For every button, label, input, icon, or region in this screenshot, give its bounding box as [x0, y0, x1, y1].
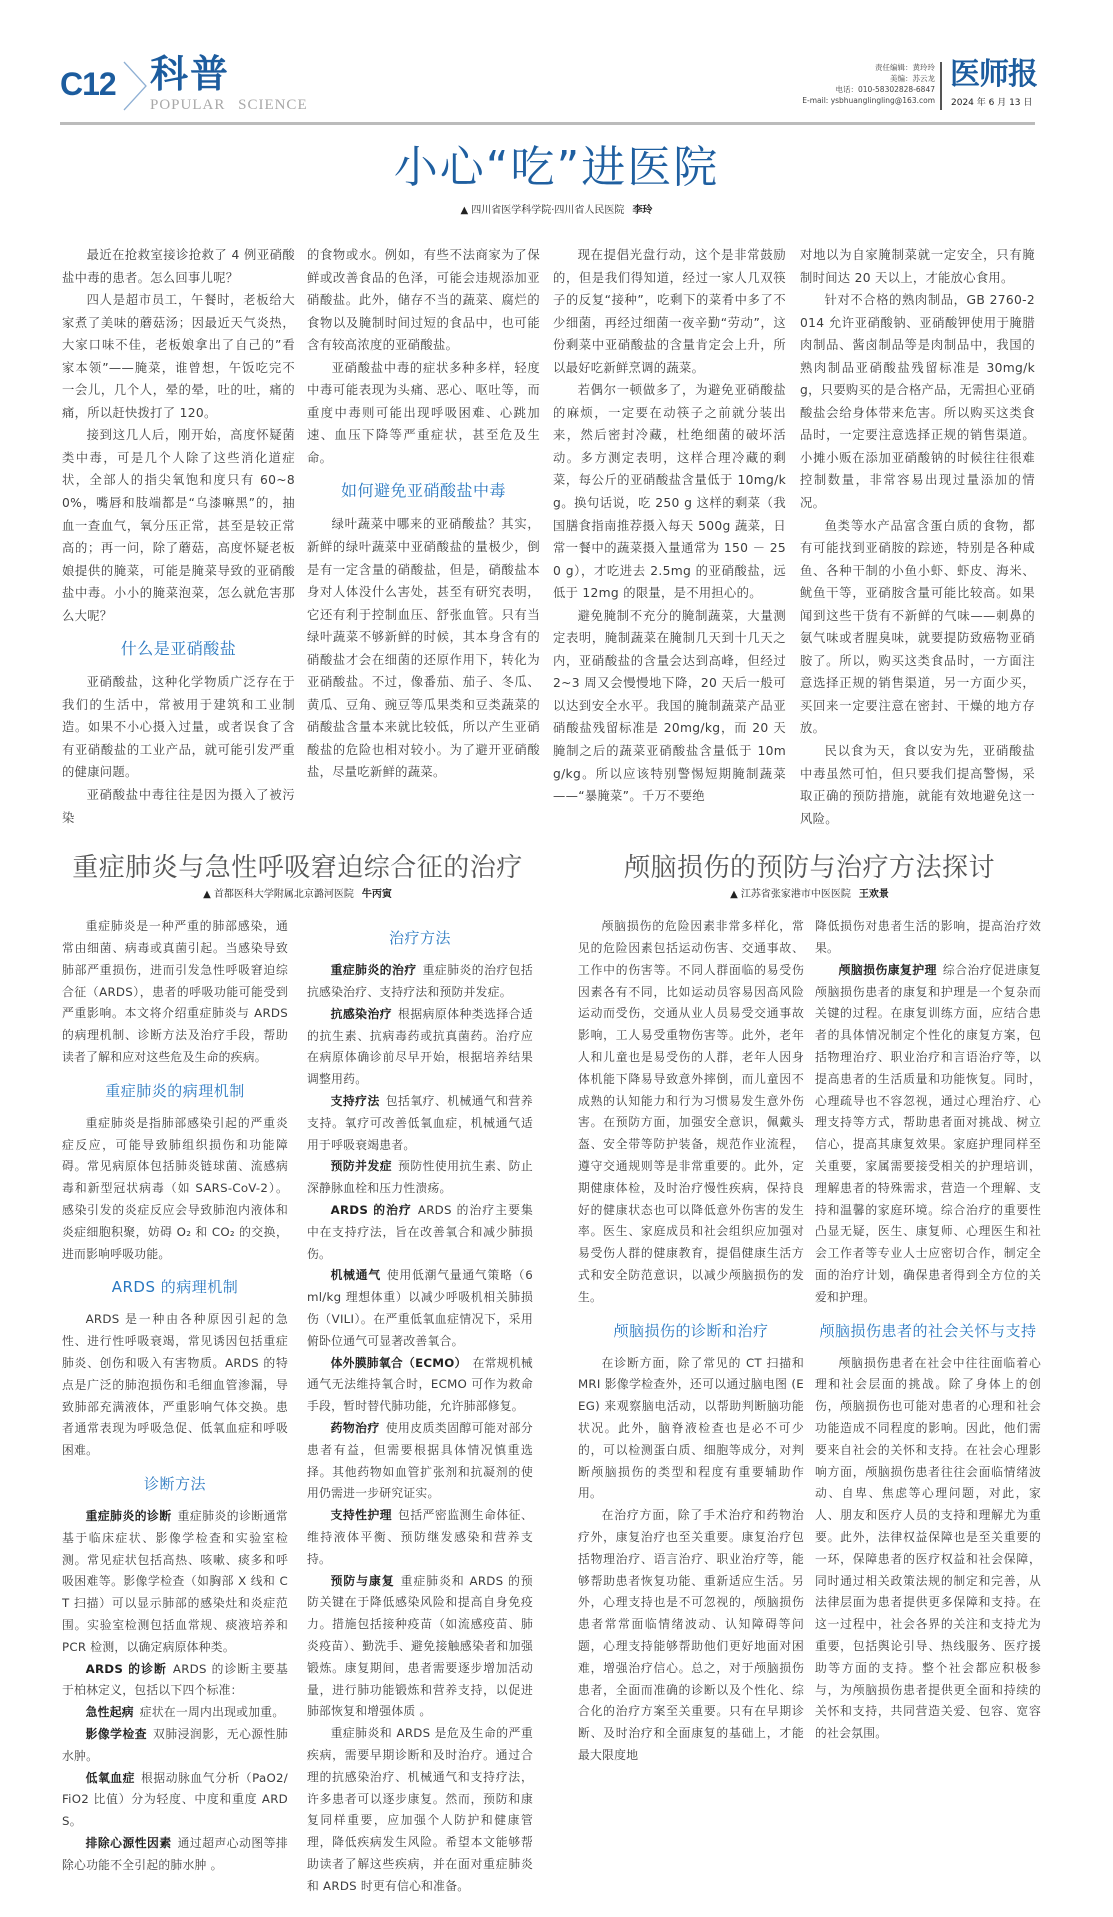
article-column	[62, 244, 295, 829]
paragraph	[307, 960, 533, 1004]
paragraph	[307, 1156, 533, 1200]
subheading: 颅脑损伤的诊断和治疗	[613, 1321, 769, 1340]
byline-org: 首都医科大学附属北京潞河医院	[213, 889, 354, 901]
paragraph-text: 绿叶蔬菜中哪来的亚硝酸盐？其实，新鲜的绿叶蔬菜中亚硝酸盐的量极少，倒是有一定含量的硝酸盐，但是，硝酸盐本身对人体没什么害处，甚至有研究表明，它还有利于控制血压、舒张血管。只有当绿叶蔬菜不够新鲜的时候，其本身含有的硝酸盐才会在细菌的还原作用下，转化为亚硝酸盐。不过，像番茄、茄子、冬瓜、黄瓜、豆角、豌豆等瓜果类和豆类蔬菜的硝酸盐含量本来就比较低，所以产生亚硝酸盐的危险也相对较小。为了避开亚硝酸盐，尽量吃新鲜的蔬菜。	[307, 517, 540, 780]
pneumonia-header	[62, 852, 533, 902]
subheading: 颅脑损伤患者的社会关怀与支持	[819, 1321, 1037, 1340]
paragraph-text: 预防性使用抗生素、防止深静脉血栓和压力性溃疡。	[307, 1159, 533, 1196]
paragraph	[62, 1659, 288, 1703]
designer-line: 美编：苏云龙	[890, 74, 935, 83]
paragraph	[307, 1004, 533, 1091]
paragraph-text: 使用低潮气量通气策略（6 ml/kg 理想体重）以减少呼吸机相关肺损伤（VILI）。在严重低氧血症情况下，采用俯卧位通气可显著改善氧合。	[307, 1268, 533, 1348]
paragraph-lead: 药物治疗	[330, 1420, 380, 1435]
paragraph	[62, 671, 295, 784]
paragraph	[800, 740, 1035, 830]
triangle-icon: ▲	[203, 889, 211, 901]
subheading: 如何避免亚硝酸盐中毒	[340, 481, 506, 501]
paragraph	[307, 1265, 533, 1352]
paragraph-lead: 急性起病	[85, 1705, 134, 1720]
subheading: 什么是亚硝酸盐	[120, 639, 237, 659]
paragraph-text: ARDS 的诊断主要基于柏林定义，包括以下四个标准：	[62, 1661, 288, 1698]
paragraph	[62, 424, 295, 627]
subheading: 重症肺炎的病理机制	[105, 1081, 245, 1100]
page-number: C12	[60, 66, 116, 102]
paragraph	[62, 1702, 288, 1724]
paragraph-lead: 排除心源性因素	[85, 1835, 172, 1850]
paragraph	[307, 1571, 533, 1724]
paragraph-text: 避免腌制不充分的腌制蔬菜，大量测定表明，腌制蔬菜在腌制几天到十几天之内，亚硝酸盐的含量会达到高峰，但经过 2~3 周又会慢慢地下降，20 天后一般可以达到安全水平。我国的腌制蔬菜产品亚硝酸盐残留标准是 20mg/kg，而 20 天腌制之后的蔬菜亚硝酸盐含量低于 10mg/kg。所以应该特别警惕短期腌制蔬菜——“暴腌菜”。千万不要绝	[553, 608, 786, 804]
byline-nitrite	[0, 204, 1113, 218]
paragraph-text: 重症肺炎和 ARDS 是危及生命的严重疾病，需要早期诊断和及时治疗。通过合理的抗感染治疗、机械通气和支持疗法，许多患者可以逐步康复。然而，预防和康复同样重要，应加强个人防护和健康管理，降低疾病发生风险。希望本文能够帮助读者了解这些疾病，并在面对重症肺炎和 ARDS 时更有信心和准备。	[307, 1726, 533, 1893]
paragraph-lead: 重症肺炎的诊断	[85, 1508, 172, 1523]
triangle-icon: ▲	[730, 889, 738, 901]
paragraph-lead: 低氧血症	[85, 1770, 135, 1785]
byline-author: 李玲	[632, 205, 653, 216]
paragraph-text: 最近在抢救室接诊抢救了 4 例亚硝酸盐中毒的患者。怎么回事儿呢？	[62, 248, 295, 285]
paragraph	[553, 244, 786, 379]
byline-org: 四川省医学科学院·四川省人民医院	[471, 205, 625, 216]
subheading: ARDS 的病理机制	[111, 1278, 239, 1297]
paragraph-text: 综合治疗促进康复颅脑损伤患者的康复和护理是一个复杂而关键的过程。在康复训练方面，应结合患者的具体情况制定个性化的康复方案，包括物理治疗、职业治疗和言语治疗等，以提高患者的生活质量和功能恢复。同时，心理疏导也不容忽视，通过心理治疗、心理支持等方式，帮助患者面对挑战、树立信心，提高其康复效果。家庭护理同样至关重要，家属需要接受相关的护理培训，理解患者的特殊需求，营造一个理解、支持和温馨的家庭环境。综合治疗的重要性凸显无疑，医生、康复师、心理医生和社会工作者等专业人士应密切合作，制定全面的治疗计划，确保患者得到全方位的关爱和护理。	[815, 962, 1041, 1304]
issue-date: 2024 年 6 月 13 日	[951, 98, 1033, 108]
paragraph-text: 鱼类等水产品富含蛋白质的食物，都有可能找到亚硝胺的踪迹，特别是各种咸鱼、各种干制的小鱼小虾、虾皮、海米、鱿鱼干等，亚硝胺含量可能比较高。如果闻到这些干货有不新鲜的气味——刺鼻的氨气味或者腥臭味，就要提防致癌物亚硝胺了。所以，购买这类食品时，一方面注意选择正规的销售渠道，另一方面少买，买回来一定要注意在密封、干燥的地方存放。	[800, 518, 1035, 736]
paragraph	[62, 1113, 288, 1266]
paragraph	[815, 1353, 1041, 1745]
paragraph	[815, 916, 1041, 960]
paragraph-text: 对地以为自家腌制菜就一定安全，只有腌制时间达 20 天以上，才能放心食用。	[800, 248, 1035, 285]
article-title-pneumonia: 重症肺炎与急性呼吸窘迫综合征的治疗	[72, 853, 523, 884]
paragraph-text: 根据病原体种类选择合适的抗生素、抗病毒药或抗真菌药。治疗应在病原体确诊前尽早开始，根据培养结果调整用药。	[307, 1006, 533, 1087]
article-column	[307, 916, 533, 1897]
byline-org: 江苏省张家港市中医医院	[740, 889, 851, 901]
article-column	[307, 244, 540, 784]
paragraph	[553, 605, 786, 808]
paragraph	[62, 1768, 288, 1833]
article-nitrite-body	[0, 244, 1113, 830]
paragraph-text: 使用皮质类固醇可能对部分患者有益，但需要根据具体情况慎重选择。其他药物如血管扩张剂和抗凝剂的使用仍需进一步研究证实。	[307, 1420, 533, 1501]
paragraph	[800, 515, 1035, 740]
article-column	[62, 916, 288, 1876]
paragraph	[307, 1505, 533, 1570]
paragraph	[62, 244, 295, 289]
paragraph	[62, 1724, 288, 1768]
paragraph-text: 四人是超市员工，午餐时，老板给大家煮了美味的蘑菇汤；因最近天气炎热，大家口味不佳，老板娘拿出了自己的”看家本领”——腌菜，谁曾想，午饭吃完不一会儿，几个人，晕的晕，吐的吐，痛的痛，所以赶快拨打了 120。	[62, 293, 295, 420]
byline-pneumonia	[62, 888, 533, 902]
paragraph	[62, 1506, 288, 1659]
paragraph-text: 现在提倡光盘行动，这个是非常鼓励的，但是我们得知道，经过一家人几双筷子的反复“接种”，吃剩下的菜肴中多了不少细菌，再经过细菌一夜辛勤“劳动”，这份剩菜中亚硝酸盐的含量肯定会上升，所以最好吃新鲜烹调的蔬菜。	[553, 248, 786, 375]
paragraph	[62, 1833, 288, 1877]
paragraph-lead: 支持疗法	[330, 1094, 380, 1108]
paragraph	[62, 916, 288, 1069]
article-column	[815, 916, 1041, 1745]
paragraph-text: 民以食为天，食以安为先，亚硝酸盐中毒虽然可怕，但只要我们提高警惕，采取正确的预防措施，就能有效地避免这一风险。	[800, 744, 1035, 826]
paragraph-text: 在诊断方面，除了常见的 CT 扫描和 MRI 影像学检查外，还可以通过脑电图 (EEG) 来观察脑电活动，以帮助判断脑功能状况。此外，脑脊液检查也是必不可少的，可以检测蛋白质、细胞等成分，对判断颅脑损伤的类型和程度有重要辅助作用。	[578, 1355, 804, 1501]
paragraph-text: 亚硝酸盐中毒往往是因为摄入了被污染	[62, 788, 295, 825]
paragraph-text: 针对不合格的熟肉制品，GB 2760-2014 允许亚硝酸钠、亚硝酸钾使用于腌腊肉制品、酱卤制品等是肉制品中，我国的熟肉制品亚硝酸盐残留标准是 30mg/kg，只要购买的是合格产品，无需担心亚硝酸盐会给身体带来危害。所以购买这类食品时，一定要注意选择正规的销售渠道。小摊小贩在添加亚硝酸钠的时候往往很难控制数量，非常容易出现过量添加的情况。	[800, 293, 1035, 511]
paragraph-text: 颅脑损伤的危险因素非常多样化，常见的危险因素包括运动伤害、交通事故、工作中的伤害等。不同人群面临的易受伤因素各有不同，比如运动员容易因高风险运动而受伤，交通从业人员易受交通事故影响，工人易受重物伤害等。此外，老年人和儿童也是易受伤的人群，老年人因身体机能下降易导致意外摔倒，而儿童因不成熟的认知能力和行为习惯易发生意外伤害。在预防方面，加强安全意识，佩戴头盔、安全带等防护装备，规范作业流程，遵守交通规则等是非常重要的。此外，定期健康体检，及时治疗慢性疾病，保持良好的健康状态也可以降低意外伤害的发生率。医生、家庭成员和社会组织应加强对易受伤人群的健康教育，提倡健康生活方式和安全防范意识，以减少颅脑损伤的发生。	[578, 919, 804, 1304]
paragraph-lead: ARDS 的治疗	[330, 1202, 412, 1217]
paragraph-text: 降低损伤对患者生活的影响，提高治疗效果。	[815, 919, 1041, 956]
paragraph-lead: 支持性护理	[330, 1508, 393, 1523]
bottom-article-headers	[0, 852, 1113, 902]
paragraph	[62, 289, 295, 424]
paragraph	[578, 1353, 804, 1506]
subheading: 诊断方法	[143, 1474, 206, 1493]
paragraph-lead: 重症肺炎的治疗	[330, 963, 417, 978]
paragraph	[62, 784, 295, 829]
article-title-brain-injury: 颅脑损伤的预防与治疗方法探讨	[623, 853, 995, 884]
paragraph	[307, 1091, 533, 1156]
paragraph-text: 重症肺炎是指肺部感染引起的严重炎症反应，可能导致肺组织损伤和功能障碍。常见病原体包括肺炎链球菌、流感病毒和新型冠状病毒（如 SARS-CoV-2）。感染引发的炎症反应会导致肺泡内液体和炎症细胞积聚，妨碍 O₂ 和 CO₂ 的交换，进而影响呼吸功能。	[62, 1115, 288, 1261]
paragraph	[307, 357, 540, 470]
byline-author: 牛丙寅	[361, 889, 392, 901]
paragraph-text: 在常规机械通气无法维持氧合时，ECMO 可作为救命手段，暂时替代肺功能，允许肺部修复。	[307, 1355, 533, 1414]
paragraph-text: 根据动脉血气分析（PaO2/FiO2 比值）分为轻度、中度和重度 ARDS。	[62, 1770, 288, 1829]
paragraph-text: 亚硝酸盐中毒的症状多种多样，轻度中毒可能表现为头痛、恶心、呕吐等，而重度中毒则可能出现呼吸困难、心跳加速、血压下降等严重症状，甚至危及生命。	[307, 360, 540, 465]
email-line: E-mail: ysbhuanglingling@163.com	[802, 96, 935, 105]
paragraph-lead: 预防并发症	[330, 1159, 393, 1174]
paragraph-text: 包括严密监测生命体征、维持液体平衡、预防继发感染和营养支持。	[307, 1508, 533, 1566]
paragraph	[307, 1723, 533, 1897]
paragraph-text: 通过超声心动图等排除心功能不全引起的肺水肿 。	[62, 1835, 288, 1872]
paragraph-lead: 预防与康复	[330, 1573, 395, 1588]
article-column	[578, 916, 804, 1766]
paragraph	[307, 1353, 533, 1418]
paragraph-text: 在治疗方面，除了手术治疗和药物治疗外，康复治疗也至关重要。康复治疗包括物理治疗、语言治疗、职业治疗等，能够帮助患者恢复功能、重新适应生活。另外，心理支持也是不可忽视的，颅脑损伤患者常常面临情绪波动、认知障碍等问题，心理支持能够帮助他们更好地面对困难，增强治疗信心。总之，对于颅脑损伤患者，全面而准确的诊断以及个性化、综合化的治疗方案至关重要。只有在早期诊断、及时治疗和全面康复的基础上，才能最大限度地	[578, 1508, 804, 1762]
paragraph	[800, 244, 1035, 289]
section-title: 科普	[150, 52, 231, 96]
paragraph-text: 双肺浸润影，无心源性肺水肿。	[62, 1726, 288, 1763]
paragraph-text: 重症肺炎和 ARDS 的预防关键在于降低感染风险和提高自身免疫力。措施包括接种疫苗（如流感疫苗、肺炎疫苗）、勤洗手、避免接触感染者和加强锻炼。康复期间，患者需要逐步增加活动量，进行肺功能锻炼和营养支持，以促进肺部恢复和增强体质 。	[307, 1573, 533, 1719]
paragraph	[578, 916, 804, 1308]
paragraph-text: 颅脑损伤患者在社会中往往面临着心理和社会层面的挑战。除了身体上的创伤，颅脑损伤也可能对患者的心理和社会功能造成不同程度的影响。因此，他们需要来自社会的关怀和支持。在社会心理影响方面，颅脑损伤患者往往会面临情绪波动、自卑、焦虑等心理问题，对此，家人、朋友和医疗人员的支持和理解尤为重要。此外，法律权益保障也是至关重要的一环，保障患者的医疗权益和社会保障，同时通过相关政策法规的制定和完善，从法律层面为患者提供更多保障和支持。在这一过程中，社会各界的关注和支持尤为重要，包括舆论引导、热线服务、医疗援助等方面的支持。整个社会都应积极参与，为颅脑损伤患者提供更全面和持续的关怀和支持，共同营造关爱、包容、宽容的社会氛围。	[815, 1355, 1041, 1741]
paragraph-text: 重症肺炎的诊断通常基于临床症状、影像学检查和实验室检测。常见症状包括高热、咳嗽、痰多和呼吸困难等。影像学检查（如胸部 X 线和 CT 扫描）可以显示肺部的感染灶和炎症范围。实验室检测包括血常规、痰液培养和 PCR 检测，以确定病原体种类。	[62, 1508, 288, 1654]
paragraph-lead: 体外膜肺氧合（ECMO）	[330, 1355, 467, 1370]
article-title-nitrite: 小心“吃”进医院	[393, 142, 720, 193]
paragraph-text: ARDS 的治疗主要集中在支持疗法，旨在改善氧合和减少肺损伤。	[307, 1202, 533, 1261]
subheading: 治疗方法	[388, 929, 451, 948]
paragraph-lead: 影像学检查	[85, 1726, 148, 1741]
paragraph	[553, 379, 786, 604]
paper-logo: 医师报	[950, 57, 1037, 92]
paragraph	[307, 1200, 533, 1265]
paragraph-lead: 颅脑损伤康复护理	[838, 962, 937, 977]
paragraph	[307, 244, 540, 357]
paragraph	[800, 289, 1035, 514]
paragraph	[62, 1309, 288, 1462]
paragraph	[578, 1505, 804, 1767]
paragraph-text: 亚硝酸盐，这种化学物质广泛存在于我们的生活中，常被用于建筑和工业制造。如果不小心摄入过量，或者误食了含有亚硝酸盐的工业产品，就可能引发严重的健康问题。	[62, 675, 295, 780]
paragraph-lead: ARDS 的诊断	[85, 1661, 167, 1676]
paragraph-text: 接到这几人后，刚开始，高度怀疑菌类中毒，可是几个人除了这些消化道症状，全部人的指尖氧饱和度只有 60~80%，嘴唇和肢端都是“乌漆嘛黑”的，抽血一查血气，氧分压正常，甚至是较正常高的；再一问，除了蘑菇，高度怀疑老板娘提供的腌菜，可能是腌菜导致的亚硝酸盐中毒。小小的腌菜泡菜，怎么就危害那么大呢？	[62, 428, 295, 623]
paragraph-text: 症状在一周内出现或加重。	[139, 1705, 285, 1720]
paragraph	[307, 513, 540, 784]
paragraph-text: 若偶尔一顿做多了，为避免亚硝酸盐的麻烦，一定要在动筷子之前就分装出来，然后密封冷藏，杜绝细菌的破坏活动。多方测定表明，这样合理冷藏的剩菜，每公斤的亚硝酸盐含量低于 10mg/kg。换句话说，吃 250 g 这样的剩菜（我国膳食指南推荐摄入每天 500g 蔬菜，日常一餐中的蔬菜摄入量通常为 150 － 250 g），才吃进去 2.5mg 的亚硝酸盐，远低于 12mg 的限量，是不用担心的。	[553, 383, 786, 601]
bottom-articles	[0, 916, 1113, 1897]
paragraph-text: 的食物或水。例如，有些不法商家为了保鲜或改善食品的色泽，可能会违规添加亚硝酸盐。此外，储存不当的蔬菜、腐烂的食物以及腌制时间过短的食品中，也可能含有较高浓度的亚硝酸盐。	[307, 248, 540, 353]
triangle-icon: ▲	[460, 205, 469, 216]
paragraph-text: 包括氧疗、机械通气和营养支持。氧疗可改善低氧血症，机械通气适用于呼吸衰竭患者。	[307, 1094, 533, 1152]
article-column	[800, 244, 1035, 830]
paragraph	[815, 960, 1041, 1309]
paragraph-text: 重症肺炎的治疗包括抗感染治疗、支持疗法和预防并发症。	[307, 963, 533, 1000]
paragraph-text: 重症肺炎是一种严重的肺部感染，通常由细菌、病毒或真菌引起。当感染导致肺部严重损伤，进而引发急性呼吸窘迫综合征（ARDS），患者的呼吸功能可能受到严重影响。本文将介绍重症肺炎与 ARDS 的病理机制、诊断方法及治疗手段，帮助读者了解和应对这些危及生命的疾病。	[62, 919, 288, 1064]
byline-brain-injury	[578, 888, 1041, 902]
paragraph-lead: 抗感染治疗	[330, 1006, 393, 1021]
byline-author: 王欢景	[858, 889, 889, 901]
paragraph	[307, 1418, 533, 1505]
paragraph-text: ARDS 是一种由各种原因引起的急性、进行性呼吸衰竭，常见诱因包括重症肺炎、创伤和吸入有害物质。ARDS 的特点是广泛的肺泡损伤和毛细血管渗漏，导致肺部充满液体，严重影响气体交换。患者通常表现为呼吸急促、低氧血症和呼吸困难。	[62, 1312, 288, 1458]
article-column	[553, 244, 786, 808]
paragraph-lead: 机械通气	[330, 1268, 381, 1283]
section-subtitle: POPULAR SCIENCE	[150, 97, 308, 113]
brain-injury-header	[578, 852, 1041, 902]
editor-line: 责任编辑：黄玲玲	[875, 63, 935, 72]
phone-line: 电话：010-58302828-6847	[835, 85, 935, 94]
